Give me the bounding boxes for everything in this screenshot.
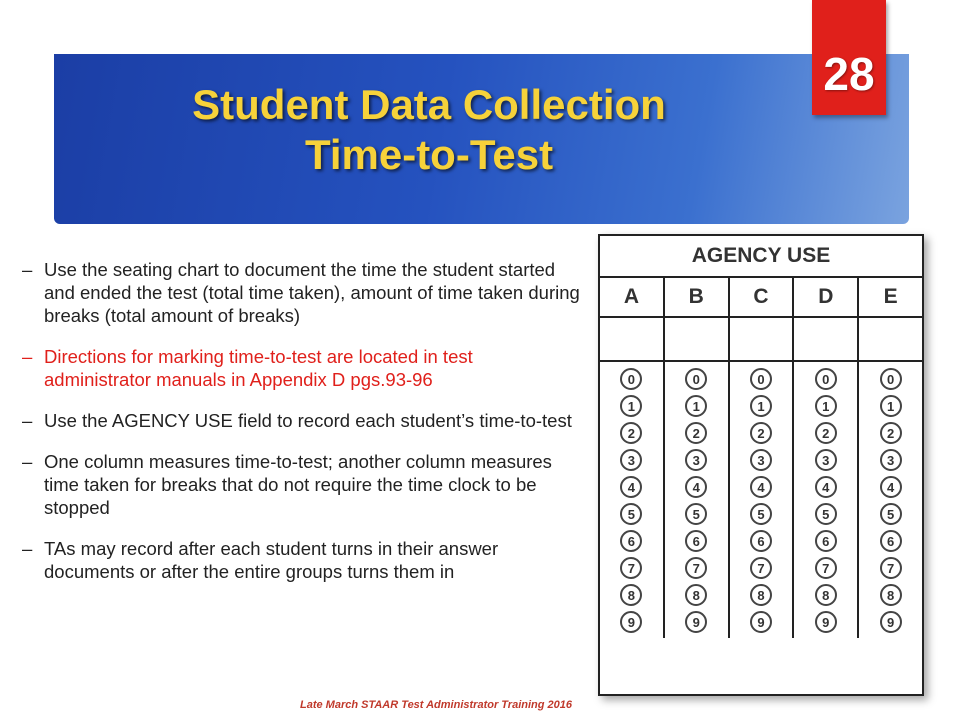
bubble-column	[794, 362, 857, 633]
bullet-text: Use the seating chart to document the time the student started and ended the test (total time taken), amount of time taken during breaks (total amount of breaks)	[44, 259, 580, 326]
column-letter: D	[794, 278, 857, 318]
bullet-dash: –	[22, 410, 33, 431]
digit-bubble[interactable]: 8	[685, 584, 707, 606]
digit-bubble[interactable]: 4	[815, 476, 837, 498]
bubble-column	[859, 362, 922, 633]
column-letter: E	[859, 278, 922, 318]
digit-bubble[interactable]: 2	[815, 422, 837, 444]
digit-bubble[interactable]: 2	[880, 422, 902, 444]
digit-bubble[interactable]: 6	[815, 530, 837, 552]
digit-bubble[interactable]: 8	[620, 584, 642, 606]
digit-bubble[interactable]: 0	[685, 368, 707, 390]
digit-bubble[interactable]: 1	[815, 395, 837, 417]
slide-title	[54, 80, 804, 180]
digit-bubble[interactable]: 9	[880, 611, 902, 633]
form-column	[859, 278, 922, 638]
bubble-column	[665, 362, 728, 633]
form-column	[794, 278, 859, 638]
digit-bubble[interactable]: 3	[880, 449, 902, 471]
form-columns	[600, 278, 922, 638]
digit-bubble[interactable]: 8	[750, 584, 772, 606]
bullet-text: One column measures time-to-test; another column measures time taken for breaks that do not require the time clock to be stopped	[44, 451, 552, 518]
form-column	[665, 278, 730, 638]
digit-bubble[interactable]: 7	[880, 557, 902, 579]
digit-bubble[interactable]: 2	[685, 422, 707, 444]
column-letter: B	[665, 278, 728, 318]
digit-bubble[interactable]: 1	[880, 395, 902, 417]
slide-number: 28	[823, 48, 875, 100]
agency-use-form	[598, 234, 924, 696]
digit-bubble[interactable]: 4	[750, 476, 772, 498]
digit-bubble[interactable]: 5	[620, 503, 642, 525]
bullet-text: Directions for marking time-to-test are located in test administrator manuals in Appendix D pgs.93-96	[44, 346, 473, 390]
digit-bubble[interactable]: 6	[880, 530, 902, 552]
bullet-text: Use the AGENCY USE field to record each student’s time-to-test	[44, 410, 572, 431]
entry-box[interactable]	[665, 318, 728, 362]
bullet-item	[22, 409, 582, 432]
digit-bubble[interactable]: 4	[620, 476, 642, 498]
digit-bubble[interactable]: 6	[620, 530, 642, 552]
digit-bubble[interactable]: 6	[685, 530, 707, 552]
digit-bubble[interactable]: 0	[880, 368, 902, 390]
bullet-dash: –	[22, 538, 33, 559]
digit-bubble[interactable]: 7	[750, 557, 772, 579]
footer-text: Late March STAAR Test Administrator Training 2016	[300, 699, 573, 711]
digit-bubble[interactable]: 9	[685, 611, 707, 633]
bubble-column	[730, 362, 793, 633]
digit-bubble[interactable]: 8	[880, 584, 902, 606]
digit-bubble[interactable]: 5	[685, 503, 707, 525]
digit-bubble[interactable]: 5	[815, 503, 837, 525]
bullet-list	[22, 258, 582, 601]
digit-bubble[interactable]: 3	[815, 449, 837, 471]
digit-bubble[interactable]: 2	[620, 422, 642, 444]
digit-bubble[interactable]: 3	[620, 449, 642, 471]
digit-bubble[interactable]: 5	[750, 503, 772, 525]
agency-use-header: AGENCY USE	[600, 236, 922, 278]
title-line-1: Student Data Collection	[192, 81, 666, 128]
bullet-item	[22, 258, 582, 327]
digit-bubble[interactable]: 9	[815, 611, 837, 633]
digit-bubble[interactable]: 0	[750, 368, 772, 390]
digit-bubble[interactable]: 4	[880, 476, 902, 498]
digit-bubble[interactable]: 9	[750, 611, 772, 633]
digit-bubble[interactable]: 1	[750, 395, 772, 417]
bullet-item	[22, 537, 582, 583]
entry-box[interactable]	[730, 318, 793, 362]
digit-bubble[interactable]: 3	[750, 449, 772, 471]
bubble-column	[600, 362, 663, 633]
digit-bubble[interactable]: 1	[685, 395, 707, 417]
slide-number-badge	[812, 0, 886, 115]
entry-box[interactable]	[859, 318, 922, 362]
form-column	[600, 278, 665, 638]
digit-bubble[interactable]: 0	[620, 368, 642, 390]
digit-bubble[interactable]: 5	[880, 503, 902, 525]
digit-bubble[interactable]: 4	[685, 476, 707, 498]
digit-bubble[interactable]: 2	[750, 422, 772, 444]
column-letter: A	[600, 278, 663, 318]
bullet-item	[22, 450, 582, 519]
digit-bubble[interactable]: 0	[815, 368, 837, 390]
bullet-dash: –	[22, 451, 33, 472]
entry-box[interactable]	[600, 318, 663, 362]
digit-bubble[interactable]: 8	[815, 584, 837, 606]
bullet-dash: –	[22, 346, 33, 367]
bullet-text: TAs may record after each student turns in their answer documents or after the entire groups turns them in	[44, 538, 499, 582]
entry-box[interactable]	[794, 318, 857, 362]
digit-bubble[interactable]: 7	[685, 557, 707, 579]
column-letter: C	[730, 278, 793, 318]
digit-bubble[interactable]: 7	[815, 557, 837, 579]
digit-bubble[interactable]: 3	[685, 449, 707, 471]
form-column	[730, 278, 795, 638]
digit-bubble[interactable]: 6	[750, 530, 772, 552]
bullet-dash: –	[22, 259, 33, 280]
bullet-item	[22, 345, 582, 391]
digit-bubble[interactable]: 9	[620, 611, 642, 633]
title-line-2: Time-to-Test	[304, 131, 554, 178]
digit-bubble[interactable]: 1	[620, 395, 642, 417]
digit-bubble[interactable]: 7	[620, 557, 642, 579]
